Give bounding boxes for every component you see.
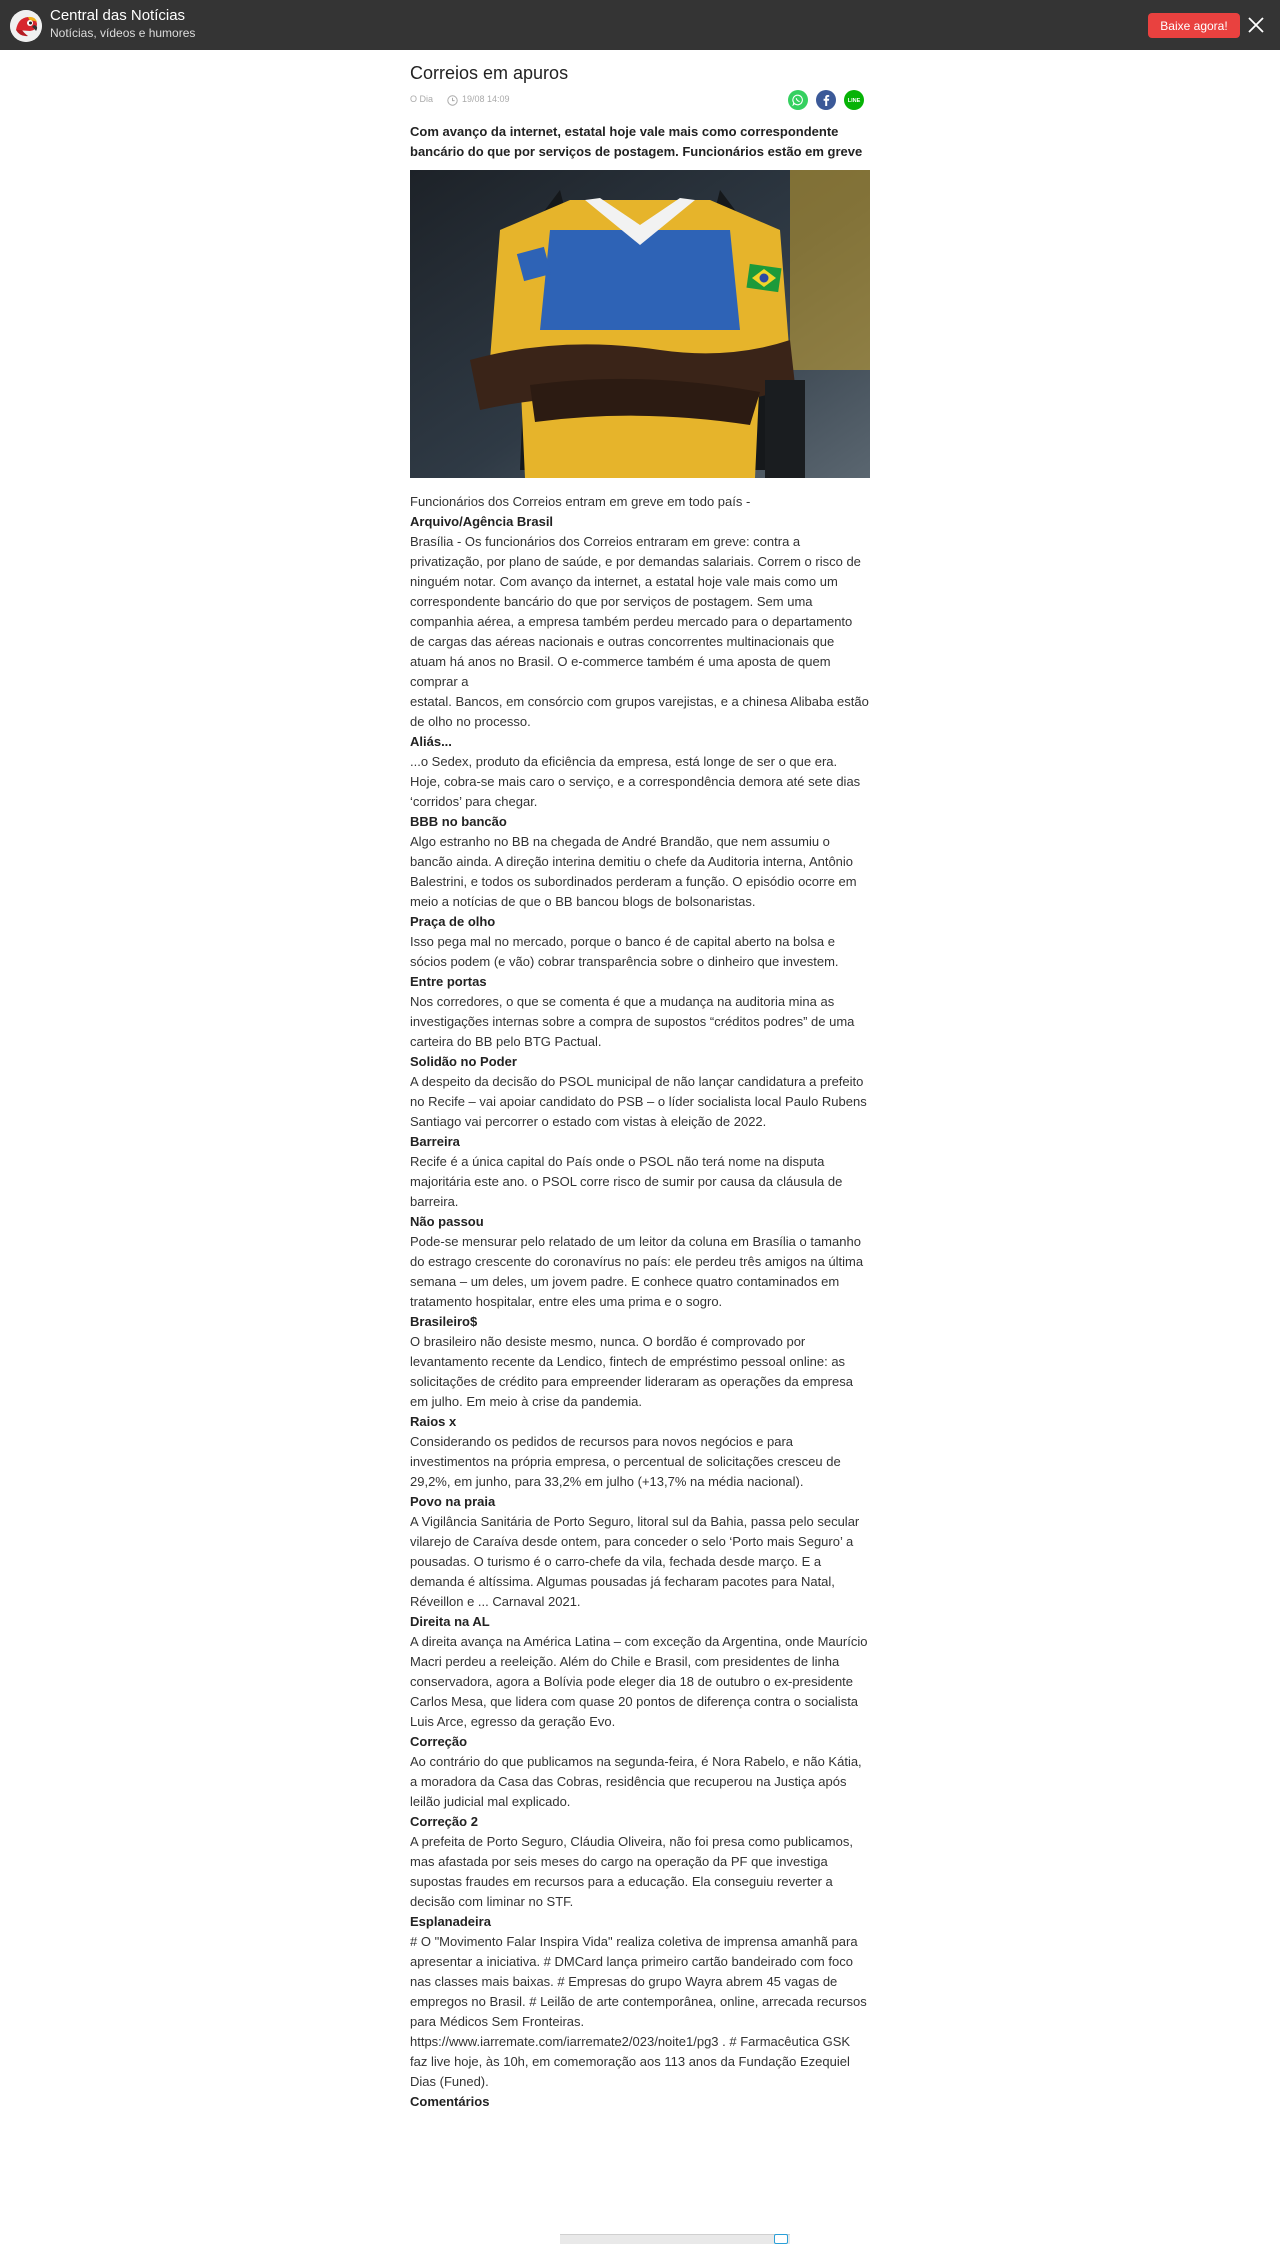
svg-text:LINE: LINE [847,98,861,105]
article-intro: Brasília - Os funcionários dos Correios entraram em greve: contra a privatização, por plano de saúde, e por demandas salariais. Correm o risco de ninguém notar. Com avanço da internet, a estatal hoje vale mais como um correspondente bancário do que por serviços de postagem. Sem uma companhia aérea, a empresa também perdeu mercado para o departamento de cargas das aéreas nacionais e outras concorrentes multinacionais que atuam há anos no Brasil. O e-commerce também é uma aposta de quem comprar a [410,534,861,689]
article-time: 19/08 14:09 [462,94,510,104]
section-heading: Praça de olho [410,914,496,929]
section-heading: Não passou [410,1214,484,1229]
section-text: Considerando os pedidos de recursos para novos negócios e para investimentos na própria empresa, o percentual de solicitações cresceu de 29,2%, em junho, para 33,2% em julho (+13,7% na média nacional). [410,1434,841,1489]
article-hero-image [410,170,870,478]
section-heading: Raios x [410,1414,457,1429]
image-credit: Arquivo/Agência Brasil [410,514,554,529]
section-text: Isso pega mal no mercado, porque o banco é de capital aberto na bolsa e sócios podem (e vão) cobrar transparência sobre o dinheiro que investem. [410,934,839,969]
section-heading: Correção 2 [410,1814,478,1829]
section-heading: Correção [410,1734,468,1749]
section-heading: Entre portas [410,974,487,989]
section-text: O brasileiro não desiste mesmo, nunca. O bordão é comprovado por levantamento recente da Lendico, fintech de empréstimo pessoal online: as solicitações de crédito para empreender lideraram as operações da empresa em julho. Em meio à crise da pandemia. [410,1334,853,1409]
article-intro-2: estatal. Bancos, em consórcio com grupos varejistas, e a chinesa Alibaba estão de olho no processo. [410,694,869,729]
section-heading: Povo na praia [410,1494,496,1509]
whatsapp-icon[interactable] [788,90,808,110]
app-title: Central das Notícias [50,7,186,24]
section-text: A despeito da decisão do PSOL municipal de não lançar candidatura a prefeito no Recife – vai apoiar candidato do PSB – o líder socialista local Paulo Rubens Santiago vai percorrer o estado com vistas à eleição de 2022. [410,1074,867,1129]
section-heading: Barreira [410,1134,460,1149]
section-heading: Aliás... [410,734,452,749]
app-banner [0,0,1280,50]
article-body [410,492,870,2112]
article-lead: Com avanço da internet, estatal hoje vale mais como correspondente bancário do que por serviços de postagem. Funcionários estão em greve [410,124,863,159]
parrot-logo-icon[interactable] [10,10,42,42]
clock-icon [447,93,458,104]
ad-choices-icon[interactable] [774,2234,788,2244]
ad-banner[interactable] [560,2234,790,2244]
section-text: Ao contrário do que publicamos na segunda-feira, é Nora Rabelo, e não Kátia, a moradora da Casa das Cobras, residência que recuperou na Justiça após leilão judicial mal explicado. [410,1754,862,1809]
app-subtitle: Notícias, vídeos e humores [50,26,196,40]
section-text: A prefeita de Porto Seguro, Cláudia Oliveira, não foi presa como publicamos, mas afastada por seis meses do cargo na operação da PF que investiga supostas fraudes em recursos para a educação. Ela conseguiu reverter a decisão com liminar no STF. [410,1834,853,1909]
section-heading: BBB no bancão [410,814,507,829]
section-text: Recife é a única capital do País onde o PSOL não terá nome na disputa majoritária este ano. o PSOL corre risco de sumir por causa da cláusula de barreira. [410,1154,843,1209]
article-meta [410,88,870,112]
section-heading: Brasileiro$ [410,1314,478,1329]
download-button[interactable]: Baixe agora! [1148,13,1240,38]
section-heading: Direita na AL [410,1614,490,1629]
section-text: # O "Movimento Falar Inspira Vida" realiza coletiva de imprensa amanhã para apresentar a iniciativa. # DMCard lança primeiro cartão bandeirado com foco nas classes mais baixas. # Empresas do grupo Wayra abrem 45 vagas de empregos no Brasil. # Leilão de arte contemporânea, online, arrecada recursos para Médicos Sem Fronteiras. https://www.iarremate.com/iarremate2/023/noite1/pg3 . # Farmacêutica GSK faz live hoje, às 10h, em comemoração aos 113 anos da Fundação Ezequiel Dias (Funed). [410,1934,867,2089]
section-text: A Vigilância Sanitária de Porto Seguro, litoral sul da Bahia, passa pelo secular vilarejo de Caraíva desde ontem, para conceder o selo ‘Porto mais Seguro’ a pousadas. O turismo é o carro-chefe da vila, fechada desde março. E a demanda é altíssima. Algumas pousadas já fecharam pacotes para Natal, Réveillon e ... Carnaval 2021. [410,1514,860,1609]
section-heading: Solidão no Poder [410,1054,517,1069]
article [410,62,870,2112]
section-text: Pode-se mensurar pelo relatado de um leitor da coluna em Brasília o tamanho do estrago crescente do coronavírus no país: ele perdeu três amigos na última semana – um deles, um jovem padre. E conhece quatro contaminados em tratamento hospitalar, entre eles uma prima e o sogro. [410,1234,864,1309]
section-text: Algo estranho no BB na chegada de André Brandão, que nem assumiu o bancão ainda. A direção interina demitiu o chefe da Auditoria interna, Antônio Balestrini, e todos os subordinados perderam a função. O episódio ocorre em meio a notícias de que o BB bancou blogs de bolsonaristas. [410,834,857,909]
section-text: Nos corredores, o que se comenta é que a mudança na auditoria mina as investigações internas sobre a compra de supostos “créditos podres” de uma carteira do BB pelo BTG Pactual. [410,994,855,1049]
facebook-icon[interactable] [816,90,836,110]
article-headline: Correios em apuros [410,63,569,83]
close-icon[interactable] [1247,16,1265,34]
comments-heading: Comentários [410,2094,490,2109]
article-source: O Dia [410,94,434,104]
line-icon[interactable] [844,90,864,110]
section-text: ...o Sedex, produto da eficiência da empresa, está longe de ser o que era. Hoje, cobra-se mais caro o serviço, e a correspondência demora até sete dias ‘corridos’ para chegar. [410,754,861,809]
image-caption: Funcionários dos Correios entram em greve em todo país - [410,494,751,509]
section-heading: Esplanadeira [410,1914,491,1929]
section-text: A direita avança na América Latina – com exceção da Argentina, onde Maurício Macri perdeu a reeleição. Além do Chile e Brasil, com presidentes de linha conservadora, agora a Bolívia pode eleger dia 18 de outubro o ex-presidente Carlos Mesa, que lidera com quase 20 pontos de diferença contra o socialista Luis Arce, egresso da geração Evo. [410,1634,868,1729]
